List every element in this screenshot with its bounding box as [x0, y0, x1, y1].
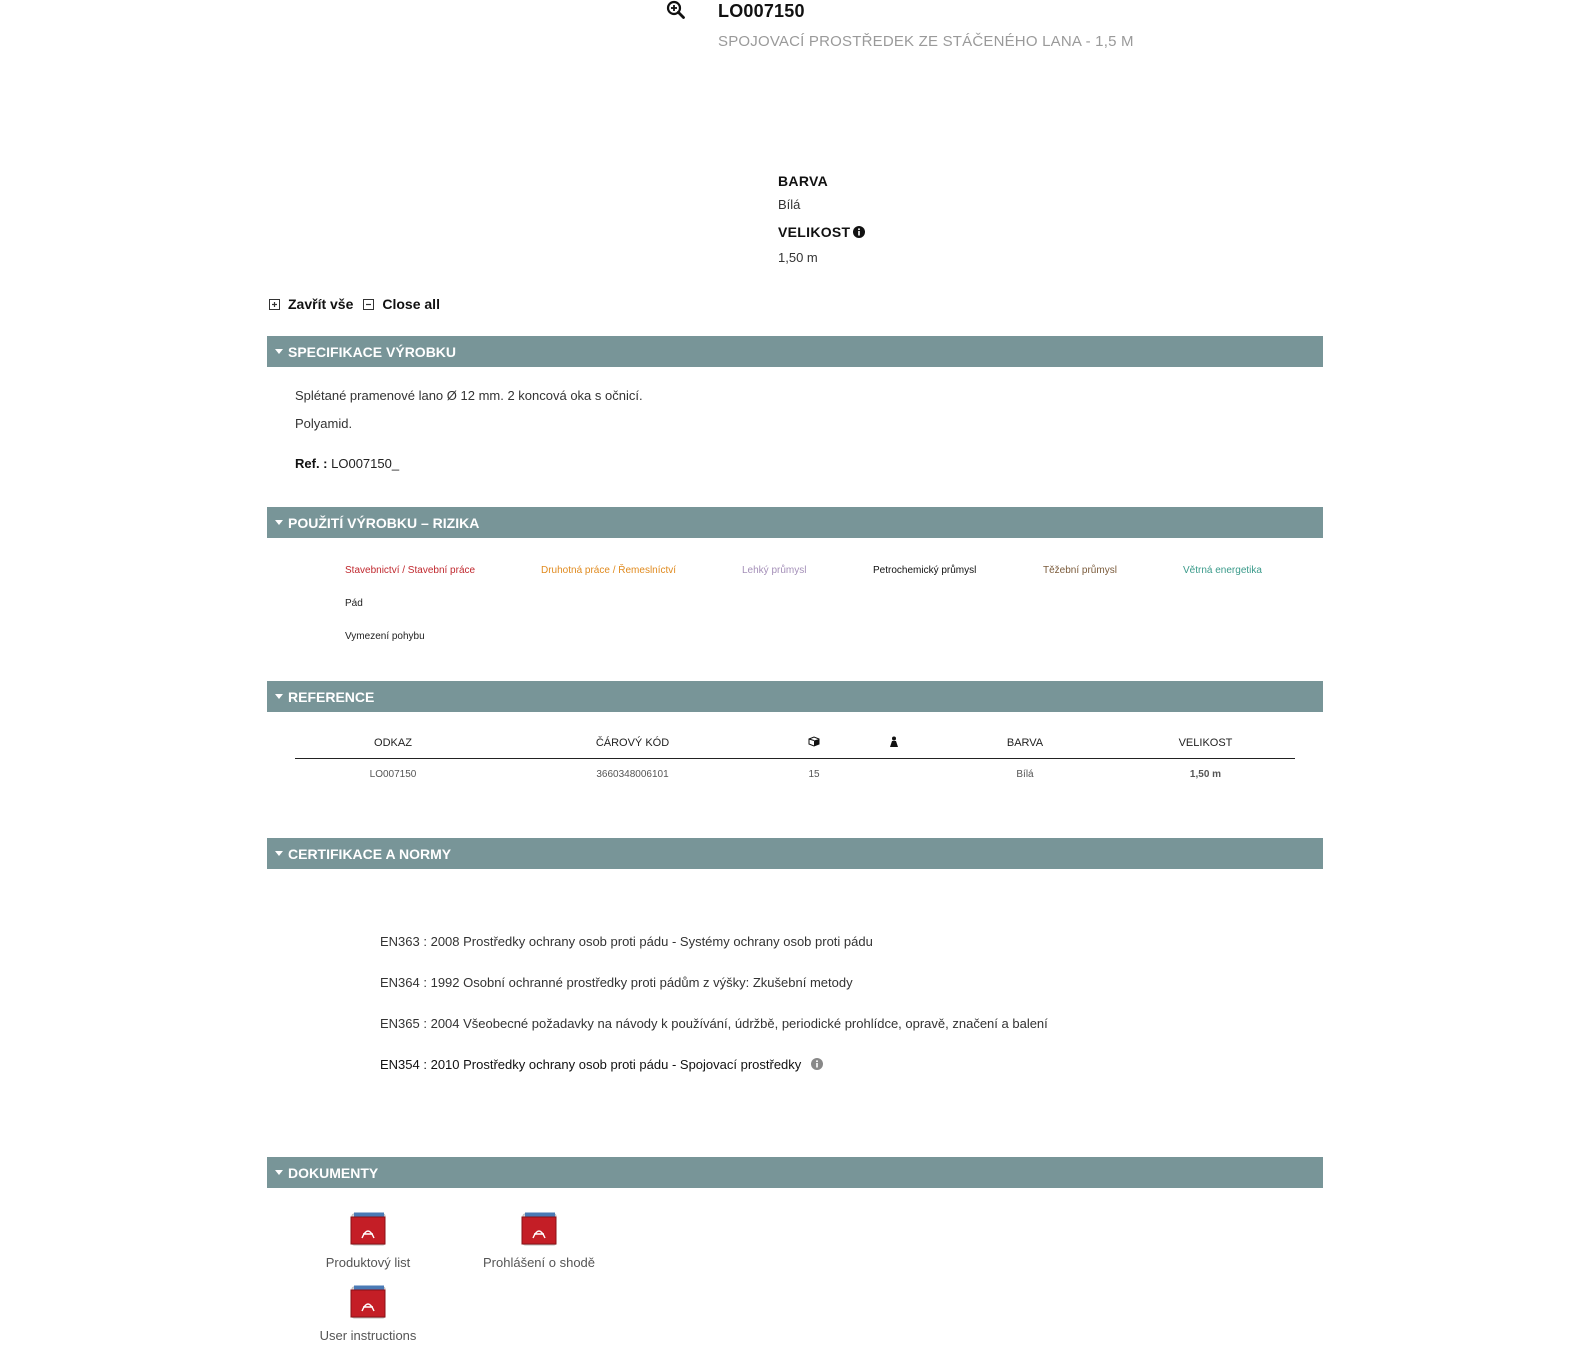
industry-tag-mining[interactable]: Těžební průmysl: [1043, 565, 1117, 576]
color-label: BARVA: [778, 173, 828, 189]
section-title-reference: REFERENCE: [288, 688, 375, 705]
info-icon[interactable]: [853, 225, 865, 237]
cell-odkaz: LO007150: [369, 768, 417, 780]
expand-all-button[interactable]: [269, 296, 353, 312]
caret-down-icon: [275, 1170, 283, 1175]
document-declaration-of-conformity[interactable]: [479, 1212, 599, 1270]
document-label: Prohlášení o shodě: [482, 1255, 596, 1270]
risk-tag-fall[interactable]: Pád: [345, 598, 363, 609]
industry-tag-light-industry[interactable]: Lehký průmysl: [742, 565, 807, 576]
zoom-in-icon[interactable]: [666, 0, 688, 22]
column-header-person: [854, 729, 934, 758]
norm-en363: EN363 : 2008 Prostředky ochrany osob proti pádu - Systémy ochrany osob proti pádu: [380, 934, 873, 949]
section-header-documents[interactable]: [267, 1157, 1323, 1188]
spec-material: Polyamid.: [295, 416, 353, 431]
section-title-certification: CERTIFIKACE A NORMY: [288, 845, 452, 862]
industry-tag-wind-energy[interactable]: Větrná energetika: [1183, 565, 1262, 576]
norm-en354: EN354 : 2010 Prostředky ochrany osob proti pádu - Spojovací prostředky: [380, 1057, 802, 1072]
section-title-usage: POUŽITÍ VÝROBKU – RIZIKA: [288, 514, 480, 531]
size-value: 1,50 m: [778, 250, 818, 265]
section-header-usage[interactable]: [267, 507, 1323, 538]
section-header-reference[interactable]: [267, 681, 1323, 712]
table-row: [295, 758, 1295, 790]
caret-down-icon: [275, 694, 283, 699]
caret-down-icon: [275, 851, 283, 856]
norm-en365: EN365 : 2004 Všeobecné požadavky na návody k používání, údržbě, periodické prohlídce, opravě, značení a balení: [380, 1016, 1048, 1031]
cell-color: Bílá: [1016, 768, 1034, 780]
document-label: User instructions: [319, 1328, 417, 1343]
table-header-row: [295, 729, 1295, 758]
pdf-icon: [348, 1285, 388, 1321]
column-header-barcode: ČÁROVÝ KÓD: [491, 729, 774, 758]
column-header-size: VELIKOST: [1116, 729, 1295, 758]
document-product-sheet[interactable]: [308, 1212, 428, 1270]
cell-person: [854, 758, 934, 790]
product-name: SPOJOVACÍ PROSTŘEDEK ZE STÁČENÉHO LANA - 1,5 M: [718, 33, 1134, 50]
plus-square-icon: [269, 299, 280, 310]
section-title-specification: SPECIFIKACE VÝROBKU: [288, 343, 457, 360]
minus-square-icon: [363, 299, 374, 310]
column-header-color: BARVA: [934, 729, 1116, 758]
toggle-row: [269, 296, 450, 312]
column-header-odkaz: ODKAZ: [295, 729, 491, 758]
industry-tag-crafts[interactable]: Druhotná práce / Řemeslníctví: [541, 565, 677, 576]
section-title-documents: DOKUMENTY: [288, 1164, 379, 1181]
caret-down-icon: [275, 520, 283, 525]
document-user-instructions[interactable]: [308, 1285, 428, 1343]
industry-tag-construction[interactable]: Stavebnictví / Stavební práce: [345, 565, 476, 576]
cell-box: 15: [808, 768, 820, 780]
size-label-row: [778, 224, 865, 240]
section-header-specification[interactable]: [267, 336, 1323, 367]
norm-en364: EN364 : 1992 Osobní ochranné prostředky proti pádům z výšky: Zkušební metody: [380, 975, 853, 990]
info-icon[interactable]: [811, 1058, 823, 1070]
person-icon: [889, 736, 899, 748]
spec-ref: [295, 456, 399, 471]
pdf-icon: [348, 1212, 388, 1248]
norm-en354-row: [380, 1057, 823, 1072]
pdf-icon: [519, 1212, 559, 1248]
cell-barcode: 3660348006101: [596, 768, 669, 780]
cell-size: 1,50 m: [1189, 768, 1222, 780]
industry-tag-petrochemical[interactable]: Petrochemický průmysl: [873, 565, 977, 576]
caret-down-icon: [275, 349, 283, 354]
reference-table: [295, 729, 1295, 790]
close-all-button[interactable]: [363, 296, 440, 312]
color-value: Bílá: [778, 197, 801, 212]
product-code: LO007150: [718, 1, 805, 21]
expand-all-label: Zavřít vše: [288, 296, 354, 312]
spec-ref-value: LO007150_: [331, 456, 400, 471]
close-all-label: Close all: [382, 296, 440, 312]
document-label: Produktový list: [325, 1255, 411, 1270]
spec-ref-label: Ref. :: [295, 456, 328, 471]
size-label: VELIKOST: [778, 224, 851, 240]
box-icon: [808, 736, 820, 747]
risk-tag-restraint[interactable]: Vymezení pohybu: [345, 631, 425, 642]
spec-description: Splétané pramenové lano Ø 12 mm. 2 koncová oka s očnicí.: [295, 388, 643, 403]
section-header-certification[interactable]: [267, 838, 1323, 869]
column-header-box: [774, 729, 854, 758]
